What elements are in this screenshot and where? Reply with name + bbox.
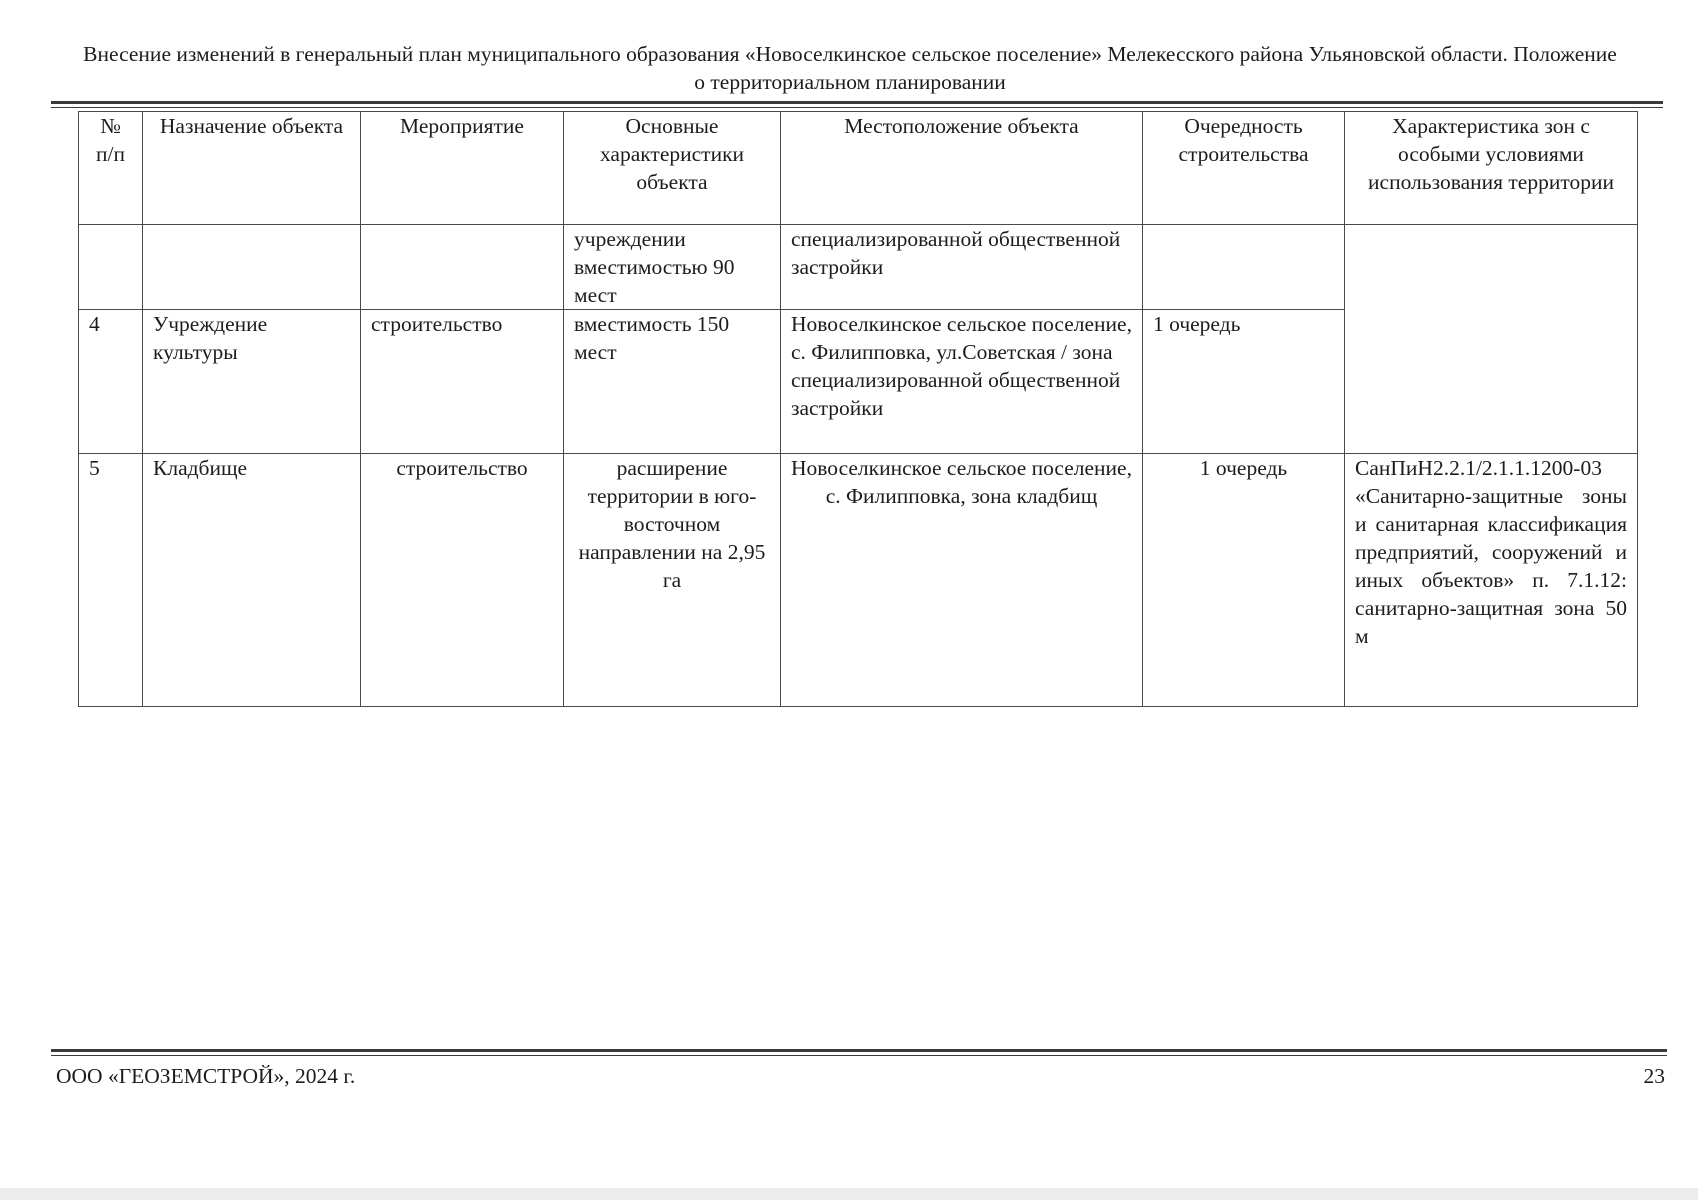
cell-zones-merged-empty bbox=[1345, 225, 1638, 454]
footer-company: ООО «ГЕОЗЕМСТРОЙ», 2024 г. bbox=[56, 1064, 356, 1088]
cell-zones: СанПиН2.2.1/2.1.1.1200-03 «Санитарно-защитные зоны и санитарная классификация предприятий, сооружений и иных объектов» п. 7.1.12: санитарно-защитная зона 50 м bbox=[1345, 454, 1638, 707]
column-header-zones: Характеристика зон с особыми условиями использования территории bbox=[1345, 112, 1638, 225]
page-number: 23 bbox=[1643, 1064, 1665, 1088]
document-header: Внесение изменений в генеральный план муниципального образования «Новоселкинское сельское поселение» Мелекесского района Ульяновской области. Положение о территориальном планировании bbox=[83, 42, 1617, 94]
cell-action-empty bbox=[361, 225, 564, 310]
cell-num: 5 bbox=[79, 454, 143, 707]
column-header-num: № п/п bbox=[79, 112, 143, 225]
column-header-stage: Очередность строительства bbox=[1143, 112, 1345, 225]
cell-action: строительство bbox=[361, 310, 564, 454]
cell-action: строительство bbox=[361, 454, 564, 707]
cell-stage: 1 очередь bbox=[1143, 310, 1345, 454]
cell-stage-empty bbox=[1143, 225, 1345, 310]
cell-num: 4 bbox=[79, 310, 143, 454]
table-row-continuation bbox=[79, 225, 1638, 310]
planning-table bbox=[78, 111, 1638, 707]
header-divider bbox=[51, 101, 1663, 108]
scan-edge bbox=[0, 1188, 1698, 1200]
cell-purpose-empty bbox=[143, 225, 361, 310]
table-header-row bbox=[79, 112, 1638, 225]
cell-stage: 1 очередь bbox=[1143, 454, 1345, 707]
cell-num-empty bbox=[79, 225, 143, 310]
cell-characteristics: вместимость 150 мест bbox=[564, 310, 781, 454]
cell-location: специализированной общественной застройки bbox=[781, 225, 1143, 310]
footer-divider bbox=[51, 1049, 1667, 1056]
column-header-action: Мероприятие bbox=[361, 112, 564, 225]
cell-purpose: Учреждение культуры bbox=[143, 310, 361, 454]
cell-location: Новоселкинское сельское поселение, с. Филипповка, ул.Советская / зона специализированной общественной застройки bbox=[781, 310, 1143, 454]
cell-characteristics: расширение территории в юго-восточном направлении на 2,95 га bbox=[564, 454, 781, 707]
column-header-purpose: Назначение объекта bbox=[143, 112, 361, 225]
cell-characteristics: учреждении вместимостью 90 мест bbox=[564, 225, 781, 310]
cell-location: Новоселкинское сельское поселение, с. Филипповка, зона кладбищ bbox=[781, 454, 1143, 707]
table-row bbox=[79, 454, 1638, 707]
cell-purpose: Кладбище bbox=[143, 454, 361, 707]
column-header-location: Местоположение объекта bbox=[781, 112, 1143, 225]
column-header-characteristics: Основные характеристики объекта bbox=[564, 112, 781, 225]
